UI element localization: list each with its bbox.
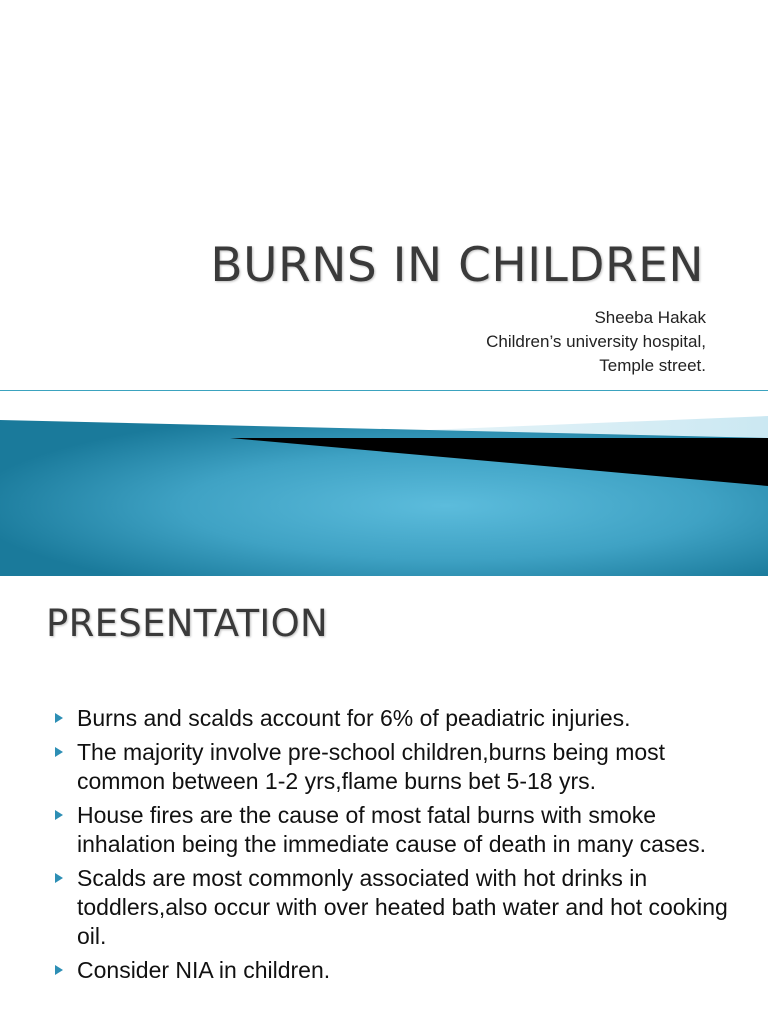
slide-title: BURNS IN CHILDREN bbox=[210, 238, 704, 293]
list-item bbox=[50, 801, 740, 859]
list-item bbox=[50, 864, 740, 951]
bullet-text: House fires are the cause of most fatal burns with smoke inhalation being the immediate cause of death in many cases. bbox=[77, 802, 707, 857]
bullet-text: The majority involve pre-school children,burns being most common between 1-2 yrs,flame burns bet 5-18 yrs. bbox=[77, 739, 666, 794]
bullet-text: Scalds are most commonly associated with hot drinks in toddlers,also occur with over heated bath water and hot cooking oil. bbox=[77, 865, 728, 949]
list-item bbox=[50, 738, 740, 796]
author-name: Sheeba Hakak bbox=[594, 308, 706, 327]
bullet-arrow-icon bbox=[55, 713, 63, 723]
location-line: Temple street. bbox=[599, 356, 706, 375]
bullet-text: Consider NIA in children. bbox=[77, 957, 331, 983]
bullet-list bbox=[50, 704, 740, 990]
bullet-arrow-icon bbox=[55, 965, 63, 975]
slide-title: PRESENTATION bbox=[46, 602, 329, 645]
bullet-arrow-icon bbox=[55, 747, 63, 757]
list-item bbox=[50, 704, 740, 733]
bullet-arrow-icon bbox=[55, 810, 63, 820]
content-slide bbox=[0, 576, 768, 1024]
bullet-arrow-icon bbox=[55, 873, 63, 883]
list-item bbox=[50, 956, 740, 985]
affiliation-line: Children’s university hospital, bbox=[486, 332, 706, 351]
bullet-text: Burns and scalds account for 6% of peadiatric injuries. bbox=[77, 705, 631, 731]
